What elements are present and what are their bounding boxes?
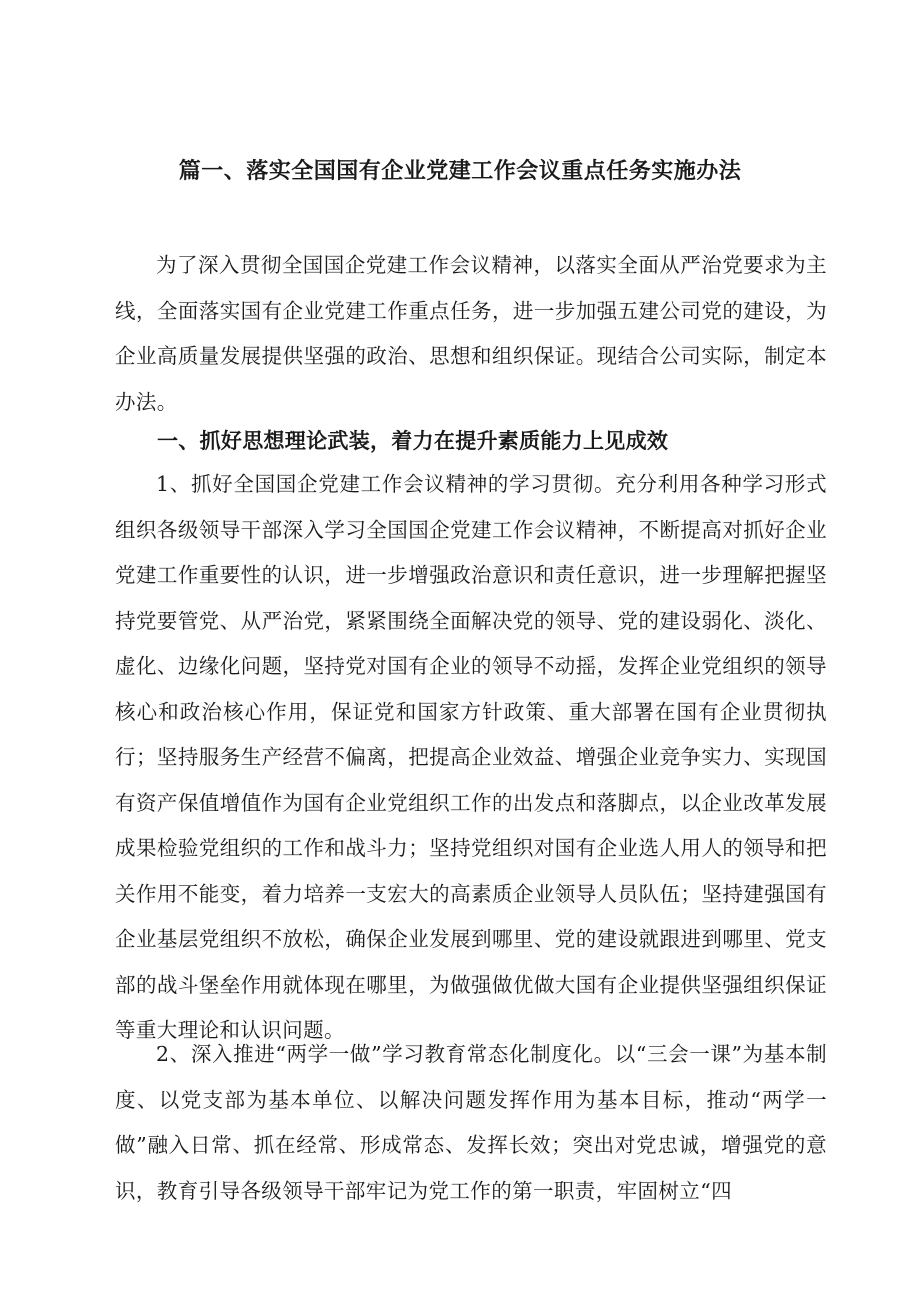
intro-paragraph: 为了深入贯彻全国国企党建工作会议精神，以落实全面从严治党要求为主线，全面落实国有企业党建工作重点任务，进一步加强五建公司党的建设，为企业高质量发展提供坚强的政治、思想和组织保证。现结合公司实际，制定本办法。: [115, 253, 827, 414]
item-2-paragraph: 2、深入推进“两学一做”学习教育常态化制度化。以“三会一课”为基本制度、以党支部为基本单位、以解决问题发挥作用为基本目标，推动“两学一做”融入日常、抓在经常、形成常态、发挥长效；突出对党忠诚，增强党的意识，教育引导各级领导干部牢记为党工作的第一职责，牢固树立“四: [115, 1042, 827, 1203]
section-1-heading: 一、抓好思想理论武装，着力在提升素质能力上见成效: [157, 429, 669, 453]
document-title: 篇一、落实全国国有企业党建工作会议重点任务实施办法: [178, 159, 742, 184]
item-1-paragraph: 1、抓好全国国企党建工作会议精神的学习贯彻。充分利用各种学习形式组织各级领导干部深入学习全国国企党建工作会议精神，不断提高对抓好企业党建工作重要性的认识，进一步增强政治意识和责任意识，进一步理解把握坚持党要管党、从严治党，紧紧围绕全面解决党的领导、党的建设弱化、淡化、虚化、边缘化问题，坚持党对国有企业的领导不动摇，发挥企业党组织的领导核心和政治核心作用，保证党和国家方针政策、重大部署在国有企业贯彻执行；坚持服务生产经营不偏离，把提高企业效益、增强企业竞争实力、实现国有资产保值增值作为国有企业党组织工作的出发点和落脚点，以企业改革发展成果检验党组织的工作和战斗力；坚持党组织对国有企业选人用人的领导和把关作用不能变，着力培养一支宏大的高素质企业领导人员队伍；坚持建强国有企业基层党组织不放松，确保企业发展到哪里、党的建设就跟进到哪里、党支部的战斗堡垒作用就体现在哪里，为做强做优做大国有企业提供坚强组织保证等重大理论和认识问题。: [115, 472, 827, 1042]
